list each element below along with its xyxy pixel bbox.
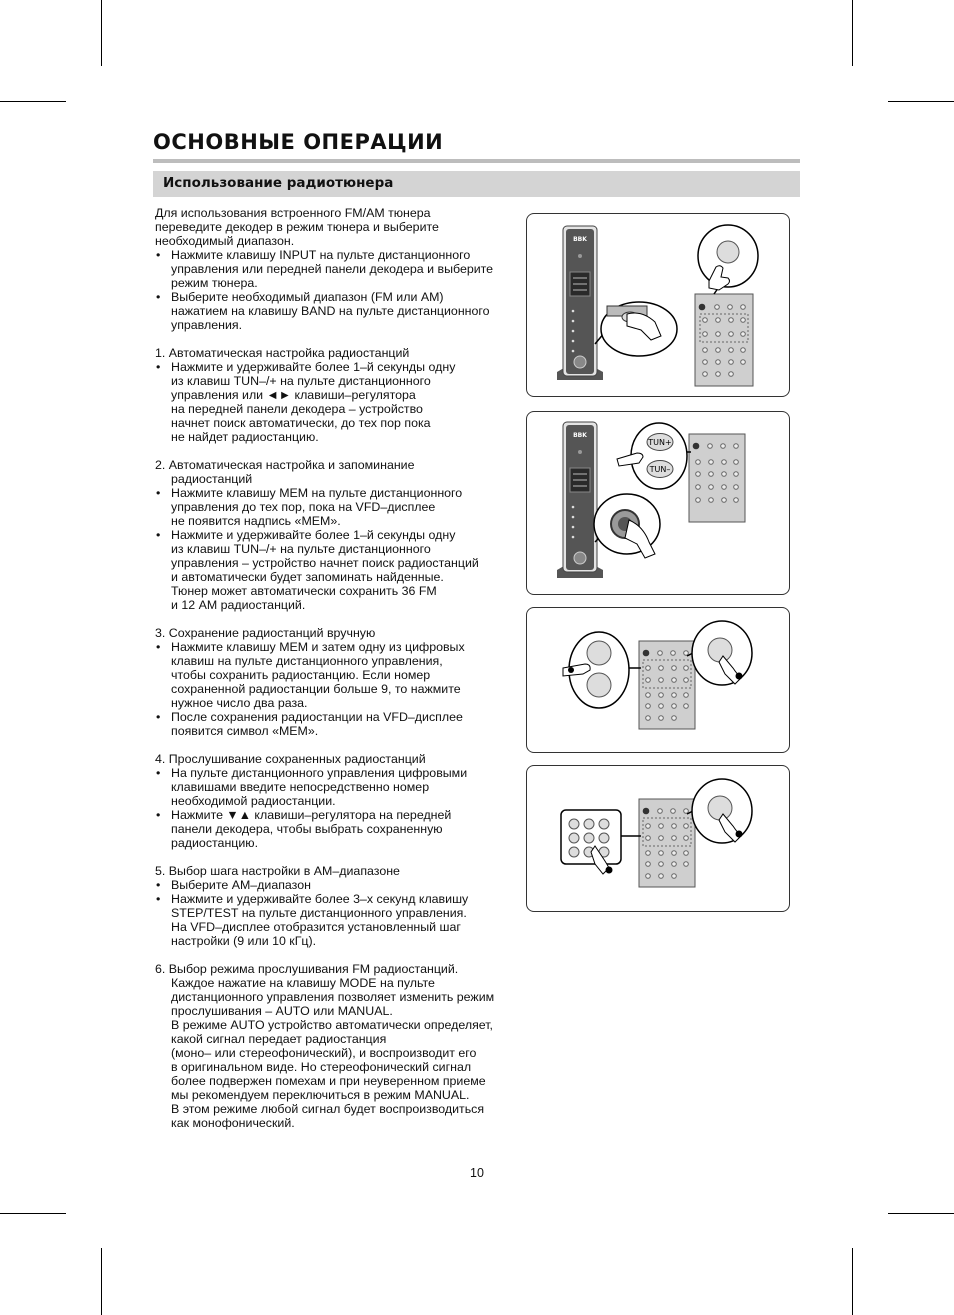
brand-logo: BBK	[573, 236, 587, 243]
zoom-bubble-input-button	[595, 302, 677, 356]
page-number: 10	[470, 1166, 484, 1180]
section-heading: 4. Прослушивание сохраненных радиостанций	[155, 752, 426, 766]
text-line: нужное число два раза.	[171, 696, 308, 710]
text-line: режим тюнера.	[171, 276, 258, 290]
section-heading: 3. Сохранение радиостанций вручную	[155, 626, 376, 640]
text-line: радиостанцию.	[171, 836, 259, 850]
title-underline	[153, 159, 800, 163]
text-line: дистанционного управления позволяет изменить режим	[171, 990, 495, 1004]
section-heading-cont: радиостанций	[171, 472, 253, 486]
text-line: • На пульте дистанционного управления цифровыми	[171, 766, 468, 780]
remote-control	[639, 799, 695, 887]
text-line: управления до тех пор, пока на VFD–дисплее	[171, 500, 436, 514]
crop-mark	[852, 1248, 853, 1315]
text-line: управления или передней панели декодера и выберите	[171, 262, 494, 276]
text-line: из клавиш TUN–/+ на пульте дистанционного	[171, 542, 431, 556]
section-heading: 1. Автоматическая настройка радиостанций	[155, 346, 410, 360]
text-line: панели декодера, чтобы выбрать сохраненную	[171, 822, 443, 836]
page-title: ОСНОВНЫЕ ОПЕРАЦИИ	[153, 130, 444, 154]
text-line: необходимой радиостанции.	[171, 794, 336, 808]
section-3	[155, 626, 520, 738]
text-line: не появится надпись «MEM».	[171, 514, 341, 528]
text-line: в оригинальном виде. Но стереофонический сигнал	[171, 1060, 472, 1074]
crop-mark	[0, 1213, 66, 1214]
text-line: из клавиш TUN–/+ на пульте дистанционного	[171, 374, 431, 388]
text-line: как монофонический.	[171, 1116, 295, 1130]
text-line: клавишами введите непосредственно номер	[171, 780, 430, 794]
bullet-item	[155, 892, 520, 948]
text-line: настройки (9 или 10 кГц).	[171, 934, 317, 948]
tun-minus-label: TUN–	[649, 465, 671, 474]
section-1	[155, 346, 520, 444]
text-line: управления или ◄► клавиши–регулятора	[171, 388, 416, 402]
text-line: клавиш на пульте дистанционного управления,	[171, 654, 443, 668]
text-line: появится символ «MEM».	[171, 724, 319, 738]
intro-block	[155, 206, 520, 332]
decoder-front-panel	[557, 422, 603, 578]
bullet-item	[155, 290, 520, 332]
text-line: • Нажмите и удерживайте более 1–й секунды одну	[171, 528, 456, 542]
section-2	[155, 458, 520, 612]
bullet-item	[155, 360, 520, 444]
text-line: • Нажмите клавишу INPUT на пульте дистанционного	[171, 248, 471, 262]
section-heading: 2. Автоматическая настройка и запоминание	[155, 458, 415, 472]
text-line: (моно– или стереофонический), и воспроизводит его	[171, 1046, 477, 1060]
text-line: мы рекомендуем переключиться в режим MANUAL.	[171, 1088, 470, 1102]
zoom-bubble-remote-button	[687, 779, 752, 843]
bullet-item	[155, 710, 520, 738]
crop-mark	[101, 0, 102, 66]
remote-control	[639, 641, 695, 729]
text-line: • Нажмите и удерживайте более 1–й секунды одну	[171, 360, 456, 374]
text-line: необходимый диапазон.	[155, 234, 295, 248]
text-line: начнет поиск автоматически, до тех пор пока	[171, 416, 431, 430]
bullet-item	[155, 878, 520, 892]
text-line: управления – устройство начнет поиск радиостанций	[171, 556, 479, 570]
text-line: не найдет радиостанцию.	[171, 430, 319, 444]
body-text	[155, 206, 520, 1130]
figure-select-tuner	[526, 213, 790, 397]
zoom-bubble-remote-button	[698, 225, 758, 294]
decoder-front-panel	[557, 226, 603, 380]
text-line: • Нажмите ▼▲ клавиши–регулятора на передней	[171, 808, 452, 822]
text-line: В этом режиме любой сигнал будет воспроизводиться	[171, 1102, 485, 1116]
text-line: • Нажмите клавишу MEM на пульте дистанционного	[171, 486, 463, 500]
zoom-bubble-digit-buttons	[563, 632, 641, 708]
crop-mark	[888, 1213, 954, 1214]
text-line: Для использования встроенного FM/AM тюнера	[155, 206, 431, 220]
text-line: • Нажмите клавишу MEM и затем одну из цифровых	[171, 640, 465, 654]
text-line: и автоматически будет запоминать найденные.	[171, 570, 444, 584]
zoom-keypad-panel	[561, 810, 641, 874]
text-line: и 12 AM радиостанций.	[171, 598, 306, 612]
remote-control	[695, 294, 753, 386]
remote-control	[689, 434, 745, 522]
text-line: переведите декодер в режим тюнера и выберите	[155, 220, 439, 234]
text-line: сохраненной радиостанции больше 9, то нажмите	[171, 682, 461, 696]
paragraph	[155, 976, 520, 1130]
text-line: управления.	[171, 318, 243, 332]
text-line: прослушивания – AUTO или MANUAL.	[171, 1004, 393, 1018]
zoom-bubble-jog-dial	[594, 494, 660, 558]
bullet-item	[155, 486, 520, 528]
bullet-item	[155, 640, 520, 710]
crop-mark	[888, 101, 954, 102]
figure-tuning-search	[526, 411, 790, 595]
section-header	[153, 171, 800, 197]
text-line: На VFD–дисплее отобразится установленный шаг	[171, 920, 461, 934]
brand-logo: BBK	[573, 432, 587, 439]
text-line: более подвержен помехам и при неуверенном приеме	[171, 1074, 486, 1088]
figure-memory-store	[526, 607, 790, 753]
figure-recall-station	[526, 765, 790, 912]
text-line: Каждое нажатие на клавишу MODE на пульте	[171, 976, 435, 990]
text-line: чтобы сохранить радиостанцию. Если номер	[171, 668, 431, 682]
text-line: В режиме AUTO устройство автоматически определяет,	[171, 1018, 493, 1032]
section-5	[155, 864, 520, 948]
text-line: • После сохранения радиостанции на VFD–дисплее	[171, 710, 463, 724]
text-line: STEP/TEST на пульте дистанционного управления.	[171, 906, 467, 920]
crop-mark	[852, 0, 853, 66]
crop-mark	[101, 1248, 102, 1315]
zoom-bubble-mem-button	[687, 621, 752, 685]
text-line: какой сигнал передает радиостанция	[171, 1032, 387, 1046]
bullet-item	[155, 528, 520, 612]
text-line: нажатием на клавишу BAND на пульте дистанционного	[171, 304, 490, 318]
zoom-bubble-tun-buttons	[617, 423, 691, 489]
crop-mark	[0, 101, 66, 102]
tun-plus-label: TUN+	[648, 438, 672, 447]
text-line: Тюнер может автоматически сохранить 36 FM	[171, 584, 437, 598]
section-heading: 5. Выбор шага настройки в AM–диапазоне	[155, 864, 400, 878]
text-line: на передней панели декодера – устройство	[171, 402, 423, 416]
text-line: • Нажмите и удерживайте более 3–х секунд клавишу	[171, 892, 469, 906]
bullet-item	[155, 766, 520, 808]
bullet-item	[155, 808, 520, 850]
section-heading: 6. Выбор режима прослушивания FM радиостанций.	[155, 962, 459, 976]
section-4	[155, 752, 520, 850]
section-6	[155, 962, 520, 1130]
text-line: • Выберите AM–диапазон	[171, 878, 311, 892]
bullet-item	[155, 248, 520, 290]
section-title: Использование радиотюнера	[163, 175, 394, 191]
text-line: • Выберите необходимый диапазон (FM или AM)	[171, 290, 444, 304]
